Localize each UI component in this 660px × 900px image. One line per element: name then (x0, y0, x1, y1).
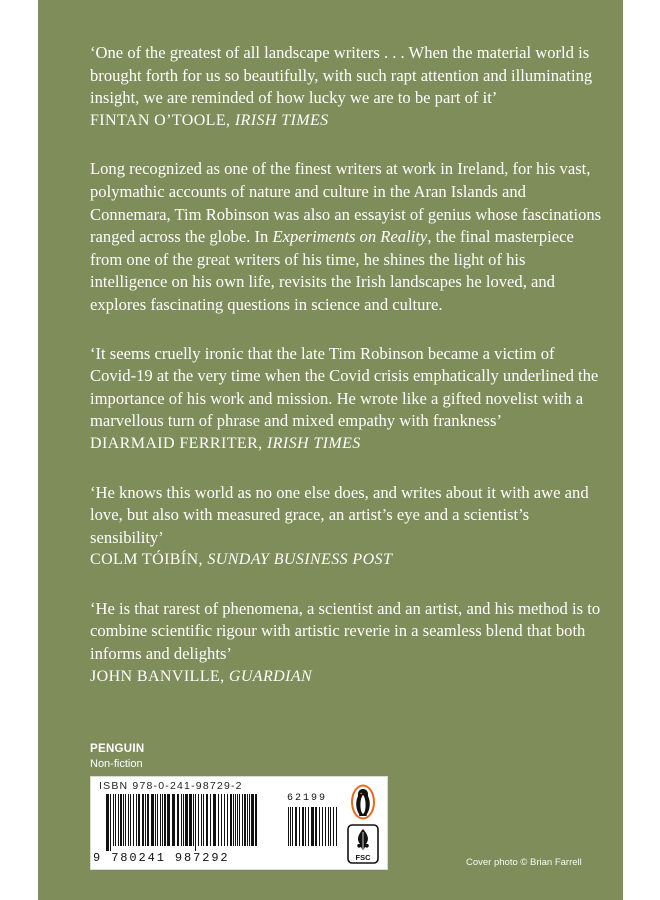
barcode-bar (235, 794, 236, 846)
quote-text: ‘One of the greatest of all landscape writers . . . When the material world is brought forth for us so beautifully, with such rapt attention and illuminating insight, we are reminded of how lucky we are to be part of it’ (90, 43, 593, 108)
quote-publication: SUNDAY BUSINESS POST (207, 551, 393, 569)
barcode-bar (120, 794, 122, 846)
quote-publication: IRISH TIMES (266, 434, 361, 452)
barcode-bar (147, 794, 149, 846)
quote-author: COLM TÓIBÍN, (90, 551, 203, 569)
isbn-label: ISBN 978-0-241-98729-2 (99, 780, 243, 792)
barcode-bar (172, 794, 175, 846)
quote-block (90, 482, 602, 572)
fsc-icon (347, 824, 379, 864)
back-cover (38, 0, 623, 900)
quote-publication: IRISH TIMES (234, 111, 329, 129)
price-code: 62199 (287, 793, 328, 804)
barcode-bar (123, 794, 124, 846)
barcode-bar (183, 794, 184, 846)
book-summary (90, 158, 602, 316)
barcode-bar (206, 794, 208, 846)
barcode-bar (330, 807, 331, 846)
barcode-bar (157, 794, 158, 846)
barcode-bar (151, 794, 154, 846)
quote-author: JOHN BANVILLE, (90, 667, 225, 685)
barcode-bar (128, 794, 129, 846)
barcode-bar (336, 807, 337, 846)
barcode-bar (115, 794, 116, 846)
quote-text: ‘He knows this world as no one else does, and writes about it with awe and love, but also with measured grace, an artist’s eye and a scientist’s sensibility’ (90, 482, 589, 547)
barcode-bar (113, 794, 114, 846)
barcode-bar (224, 794, 225, 846)
barcode-bar (328, 807, 329, 846)
barcode-bar (189, 794, 192, 846)
barcode-bar (322, 807, 323, 846)
barcode-bar (319, 807, 320, 846)
barcode-bar (138, 794, 140, 846)
fsc-label: FSC (355, 853, 371, 862)
barcode-bar (325, 807, 326, 846)
price-barcode (287, 807, 339, 851)
barcode-bar (333, 807, 334, 846)
publisher-imprint (90, 742, 145, 771)
quote-text: ‘It seems cruelly ironic that the late Tim Robinson became a victim of Covid-19 at the very time when the Covid crisis emphatically underlined the importance of his work and mission. He wrote like a gifted novelist with a marvellous turn of phrase and mixed empathy with frankness’ (90, 343, 599, 431)
barcode-bar (237, 794, 238, 846)
barcode-bar (203, 794, 204, 846)
barcode-bar (130, 794, 131, 846)
barcode-bar (142, 794, 144, 846)
barcode-bar (136, 794, 137, 846)
barcode-bar (155, 794, 156, 846)
barcode-bar (213, 794, 216, 846)
barcode-bar (198, 794, 199, 846)
barcode-bar (308, 807, 309, 846)
barcode-bar (118, 794, 119, 846)
quote-text: ‘He is that rarest of phenomena, a scientist and an artist, and his method is to combine scientific rigour with artistic reverie in a seamless blend that both informs and delights’ (90, 598, 601, 664)
barcode-bar (299, 807, 300, 846)
penguin-icon (349, 783, 377, 821)
barcode-bar (288, 807, 289, 846)
barcode-bar (195, 794, 196, 851)
barcode-bar (242, 794, 243, 846)
barcode-bar (185, 794, 188, 846)
quote-author: DIARMAID FERRITER, (90, 434, 263, 452)
publisher-name: PENGUIN (90, 743, 145, 755)
barcode-bar (290, 807, 291, 846)
barcode-bar (177, 794, 179, 846)
barcode-bar (305, 807, 306, 846)
barcode-bar (181, 794, 182, 846)
barcode-bar (210, 794, 211, 846)
barcode-digits: 9 780241 987292 (93, 851, 230, 865)
barcode-bar (218, 794, 219, 846)
barcode-panel (90, 776, 388, 870)
blurb-area (90, 42, 602, 714)
barcode-bar (133, 794, 134, 846)
summary-part-2: , the final masterpiece from one of the great writers of his time, he shines the light of his intelligence on his own life, revisits the Irish landscapes he loved, and explores fascinating questions in science and culture. (90, 227, 574, 314)
quote-block (90, 42, 602, 132)
cover-photo-credit: Cover photo © Brian Farrell (466, 857, 582, 868)
barcode-bar (247, 794, 248, 846)
quote-author: FINTAN O’TOOLE, (90, 111, 231, 129)
barcode-bar (110, 794, 111, 851)
quote-attribution (90, 110, 602, 133)
barcode-bar (106, 794, 109, 851)
book-category: Non-fiction (90, 758, 143, 770)
barcode-bar (311, 807, 314, 846)
barcode-bar (292, 807, 293, 846)
isbn-barcode (105, 794, 260, 851)
quote-block (90, 343, 602, 456)
barcode-bar (244, 794, 246, 846)
barcode-bar (239, 794, 240, 846)
barcode-bar (145, 794, 146, 846)
barcode-bar (233, 794, 234, 846)
barcode-bar (255, 794, 257, 846)
barcode-bar (164, 794, 166, 846)
quote-attribution (90, 666, 602, 689)
barcode-bar (167, 794, 170, 846)
barcode-bar (160, 794, 161, 846)
barcode-bar (125, 794, 126, 846)
barcode-bar (295, 807, 297, 846)
barcode-bar (230, 794, 232, 846)
barcode-bar (315, 807, 317, 846)
barcode-bar (302, 807, 304, 846)
barcode-bar (227, 794, 228, 846)
barcode-bar (249, 794, 250, 846)
barcode-bar (193, 794, 194, 846)
barcode-bar (221, 794, 222, 846)
quote-block (90, 598, 602, 688)
summary-text (90, 158, 602, 316)
barcode-bar (251, 794, 254, 846)
quote-attribution (90, 433, 602, 456)
barcode-bar (201, 794, 202, 846)
book-title: Experiments on Reality (272, 227, 428, 247)
barcode-bar (162, 794, 163, 846)
quote-attribution (90, 549, 602, 572)
summary-part-1: Long recognized as one of the finest writers at work in Ireland, for his vast, polymathic accounts of nature and culture in the Aran Islands and Connemara, Tim Robinson was also an essayist of genius whose fascinations ranged across the globe. In (90, 159, 602, 247)
quote-publication: GUARDIAN (228, 667, 313, 685)
